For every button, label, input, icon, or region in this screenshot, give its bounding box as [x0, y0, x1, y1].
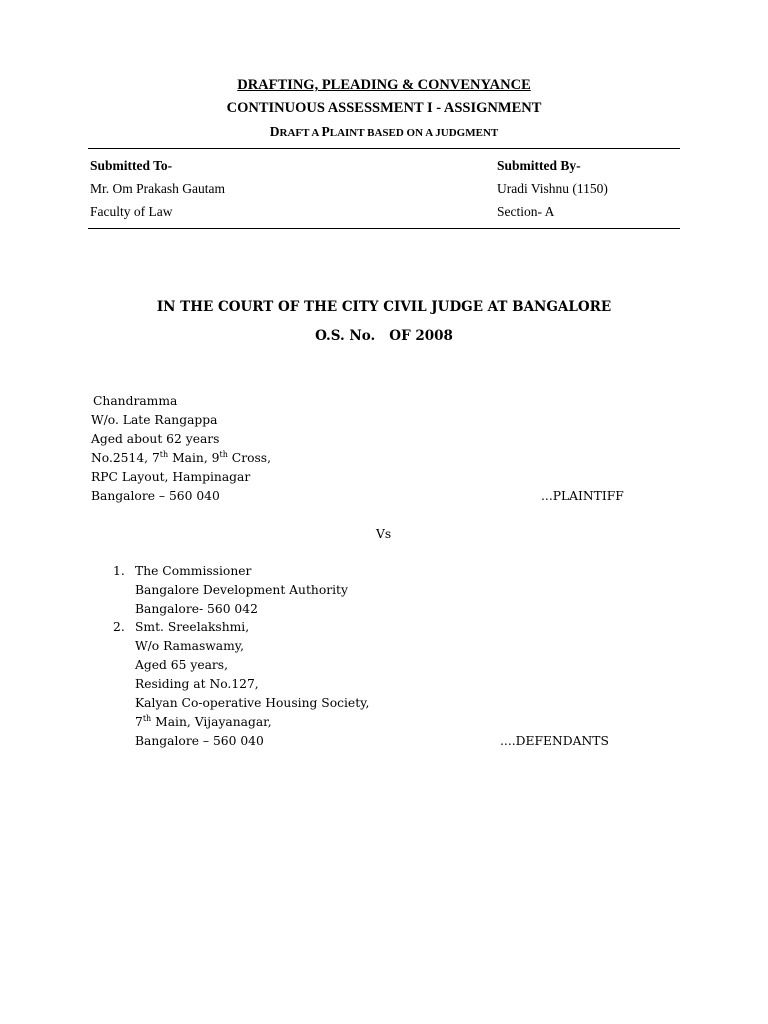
task-letter-p: P: [321, 124, 330, 139]
submitted-to-dept: Faculty of Law: [90, 204, 173, 219]
address-cross: Cross,: [227, 451, 272, 465]
defendant-2-line: Kalyan Co-operative Housing Society,: [135, 696, 370, 710]
defendant-1-line: The Commissioner: [135, 564, 252, 578]
submitted-by-label: Submitted By-: [497, 158, 581, 173]
suit-number: O.S. No. OF 2008: [315, 328, 453, 344]
court-title: IN THE COURT OF THE CITY CIVIL JUDGE AT BANGALORE: [156, 299, 612, 315]
address-no: No.2514, 7: [91, 451, 160, 465]
plaintiff-role: ...PLAINTIFF: [541, 489, 624, 503]
address-main: Main, 9: [168, 451, 220, 465]
course-title: DRAFTING, PLEADING & CONVENYANCE: [237, 77, 531, 93]
address-sup-1: th: [159, 450, 169, 459]
plaintiff-city: Bangalore – 560 040: [91, 489, 220, 503]
task-letter-d: D: [269, 124, 280, 139]
task-title: [0, 124, 768, 140]
bottom-divider: [88, 228, 680, 229]
versus: Vs: [376, 527, 392, 541]
submitted-by-section: Section- A: [497, 204, 555, 219]
plaintiff-age: Aged about 62 years: [91, 432, 220, 446]
plaintiff-address: [91, 451, 271, 465]
task-text-rest: LAINT BASED ON A JUDGMENT: [329, 127, 499, 139]
defendant-2-line: Smt. Sreelakshmi,: [135, 620, 250, 634]
defendant-1-line: Bangalore Development Authority: [135, 583, 348, 597]
defendant-1-number: 1.: [113, 564, 125, 578]
defendant-2-line: W/o Ramaswamy,: [135, 639, 245, 653]
main-sup: th: [142, 714, 152, 723]
defendant-2-line: Aged 65 years,: [135, 658, 229, 672]
plaintiff-layout: RPC Layout, Hampinagar: [91, 470, 251, 484]
defendant-2-number: 2.: [113, 620, 125, 634]
address-sup-2: th: [219, 450, 228, 459]
submitted-by-name: Uradi Vishnu (1150): [497, 181, 608, 196]
plaintiff-relation: W/o. Late Rangappa: [91, 413, 218, 427]
defendant-2-city: Bangalore – 560 040: [135, 734, 264, 748]
defendants-role: ....DEFENDANTS: [500, 734, 609, 748]
defendant-1-line: Bangalore- 560 042: [135, 602, 258, 616]
main-num: 7: [135, 715, 143, 729]
top-divider: [88, 148, 680, 149]
defendant-2-main: [135, 715, 272, 729]
submitted-to-label: Submitted To-: [90, 158, 173, 173]
defendant-2-line: Residing at No.127,: [135, 677, 259, 691]
submitted-to-name: Mr. Om Prakash Gautam: [90, 181, 225, 196]
plaintiff-name: Chandramma: [93, 394, 178, 408]
main-rest: Main, Vijayanagar,: [151, 715, 272, 729]
task-text-raft: RAFT A: [279, 127, 322, 139]
assignment-title: CONTINUOUS ASSESSMENT I - ASSIGNMENT: [226, 100, 542, 116]
